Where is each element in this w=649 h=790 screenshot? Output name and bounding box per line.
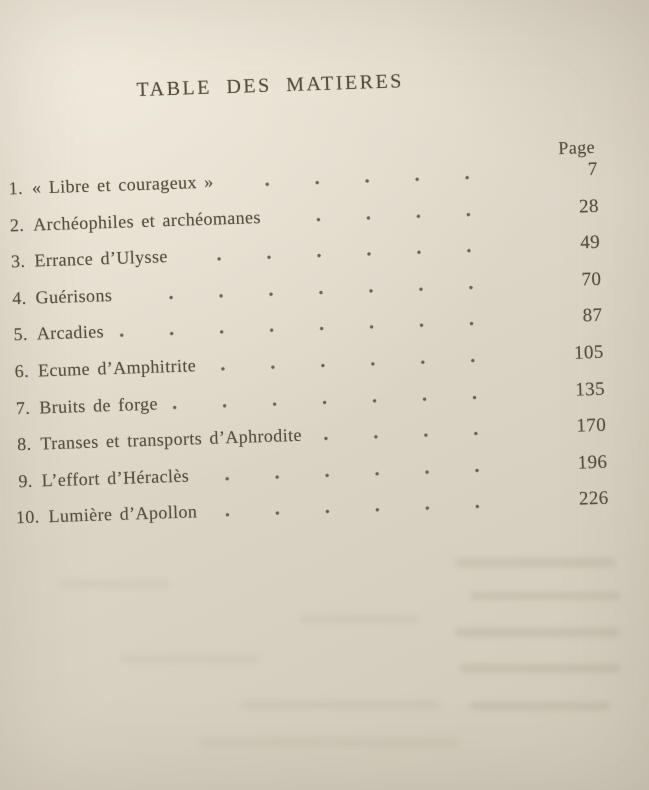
toc-entry-page: 7 [587,158,599,181]
toc-entry-page: 87 [582,305,603,327]
dot-leader [126,282,496,303]
toc-entry-title: Errance d’Ulysse [34,246,169,271]
toc-entry-page: 226 [578,487,609,510]
dot-leader [275,209,493,225]
toc-entry-number: 10. [15,506,40,528]
toc-entry-number: 7. [15,397,31,418]
toc-row [8,269,601,311]
toc-row [6,195,599,237]
toc-entry-number: 8. [16,433,32,455]
toc-entry-number: 1. [8,177,24,199]
dot-leader [211,501,503,520]
dot-leader [316,428,501,443]
toc-row [12,378,605,420]
toc-entry-number: 4. [11,287,27,309]
toc-row [7,232,600,274]
dot-leader [118,319,497,341]
toc-row [9,305,602,347]
page-title: TABLE DES MATIERES [136,70,405,102]
toc-entry-title: Ecume d’Amphitrite [37,355,197,381]
page-column-header: Page [558,136,596,159]
toc-entry-title: Archéophiles et archéomanes [32,206,262,235]
toc-entry-number: 3. [10,251,26,272]
toc-entry-number: 6. [14,360,30,382]
toc-entry-title: Guérisons [35,284,113,308]
dot-leader [172,392,499,412]
toc-entry-page: 170 [576,414,607,437]
toc-entry-title: Transes et transports d’Aphrodite [40,424,303,454]
toc-row [11,342,604,384]
toc-entry-page: 49 [579,231,601,254]
toc-entry-title: Lumière d’Apollon [48,501,198,527]
toc-row [5,159,598,201]
toc-entry-title: L’effort d’Héraclès [41,465,190,491]
toc-entry-page: 70 [581,268,602,291]
dot-leader [228,172,492,190]
toc-entry-number: 5. [13,324,29,345]
toc-entry-page: 105 [573,341,605,364]
toc-list [5,159,610,544]
toc-entry-number: 9. [18,470,34,491]
toc-entry-page: 196 [577,451,608,474]
toc-row [13,415,606,457]
toc-entry-page: 28 [578,195,600,218]
toc-row [16,488,609,530]
toc-entry-title: « Libre et courageux » [31,171,214,198]
dot-leader [210,355,498,374]
toc-entry-page: 135 [574,378,606,401]
toc-entry-title: Arcadies [36,321,105,344]
toc-entry-number: 2. [9,214,25,235]
toc-row [14,451,607,493]
toc-entry-title: Bruits de forge [38,393,159,418]
dot-leader [203,465,502,484]
dot-leader [182,245,495,264]
